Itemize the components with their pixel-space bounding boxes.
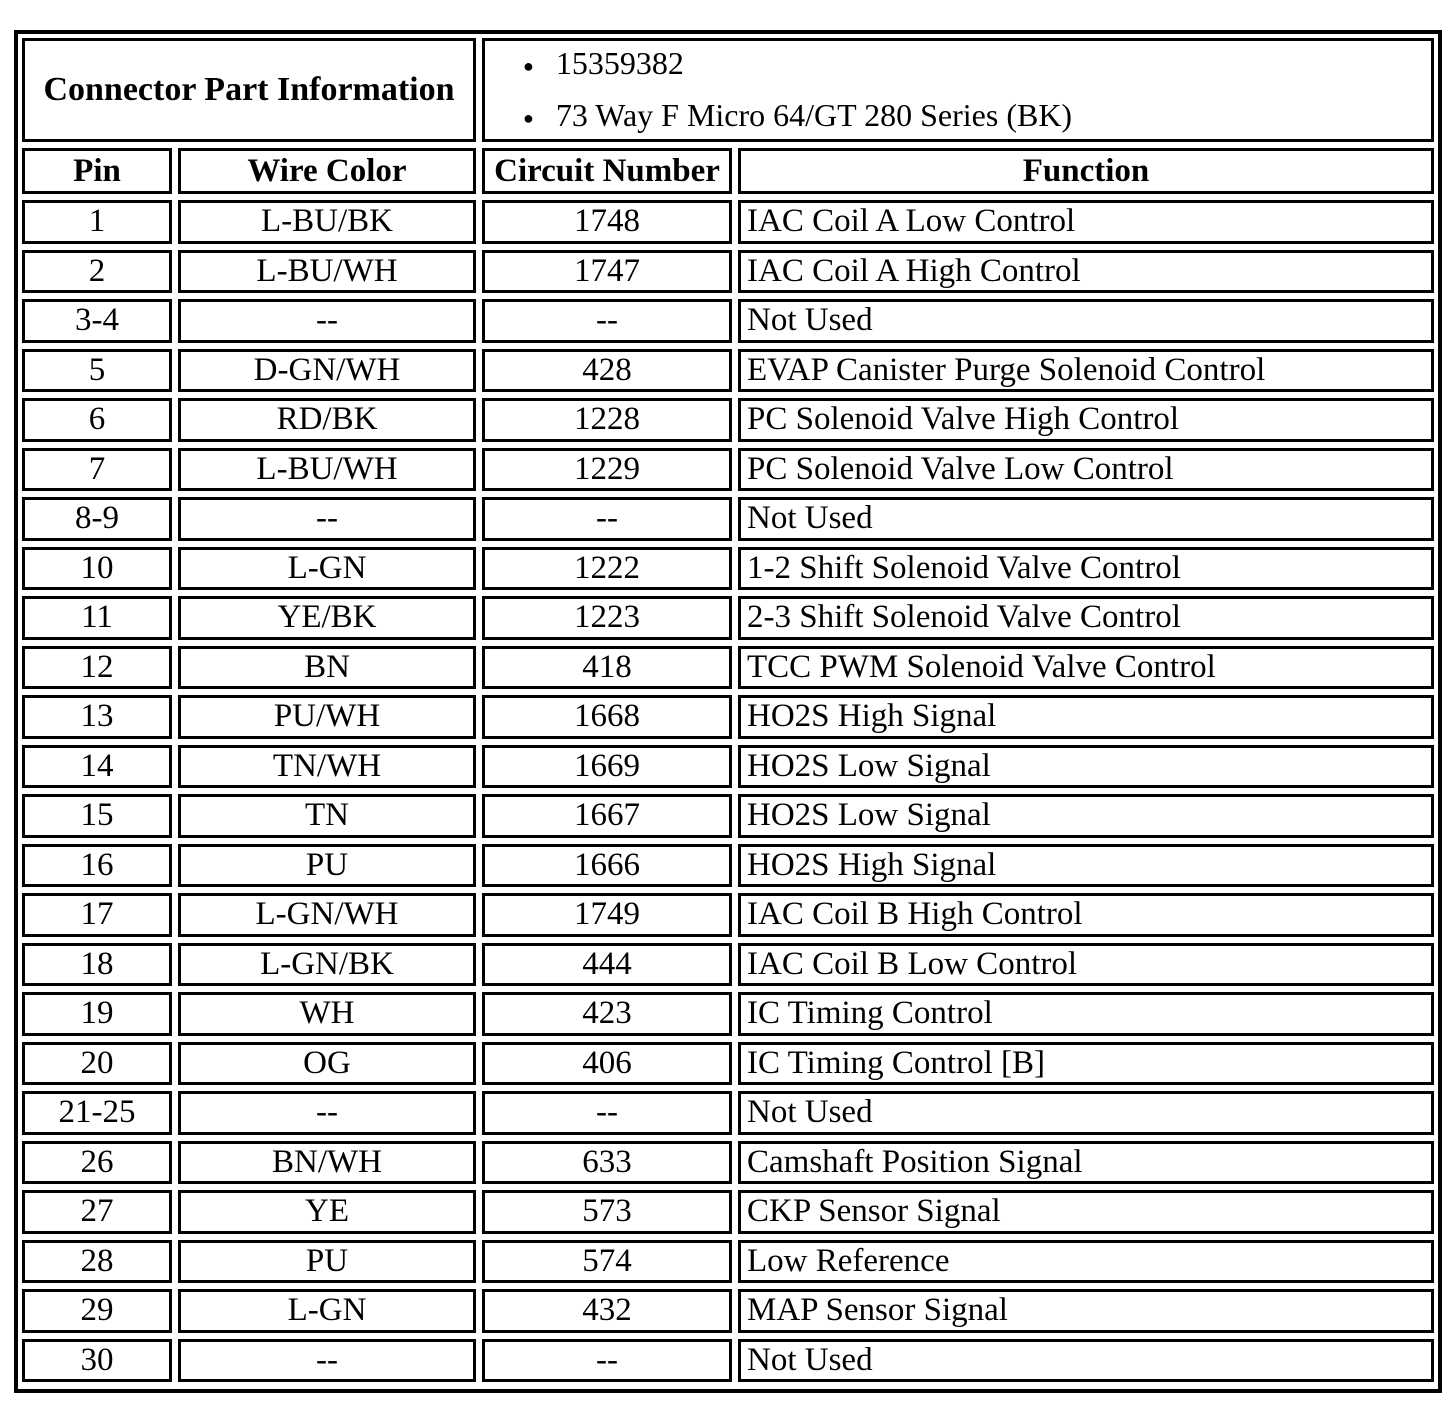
wire-color-cell: L-GN/WH — [178, 893, 476, 937]
function-cell: Low Reference — [738, 1240, 1434, 1284]
function-cell: MAP Sensor Signal — [738, 1289, 1434, 1333]
part-number-item — [523, 99, 1072, 133]
pin-cell: 13 — [22, 695, 172, 739]
pin-cell: 20 — [22, 1042, 172, 1086]
wire-color-cell: TN — [178, 794, 476, 838]
wire-color-cell: PU — [178, 1240, 476, 1284]
wire-color-cell: BN/WH — [178, 1141, 476, 1185]
wire-color-cell: BN — [178, 646, 476, 690]
circuit-number-cell: 1669 — [482, 745, 732, 789]
function-cell: PC Solenoid Valve High Control — [738, 398, 1434, 442]
pin-cell: 29 — [22, 1289, 172, 1333]
column-header-pin: Pin — [22, 148, 172, 194]
pin-cell: 14 — [22, 745, 172, 789]
wire-color-cell: YE — [178, 1190, 476, 1234]
pin-cell: 16 — [22, 844, 172, 888]
circuit-number-cell: 1749 — [482, 893, 732, 937]
bullet-icon: ● — [523, 56, 534, 77]
wire-color-cell: PU/WH — [178, 695, 476, 739]
function-cell: IAC Coil A High Control — [738, 250, 1434, 294]
circuit-number-cell: 1229 — [482, 448, 732, 492]
pin-cell: 12 — [22, 646, 172, 690]
wire-color-cell: D-GN/WH — [178, 349, 476, 393]
function-cell: CKP Sensor Signal — [738, 1190, 1434, 1234]
wire-color-cell: WH — [178, 992, 476, 1036]
pin-cell: 27 — [22, 1190, 172, 1234]
circuit-number-cell: 444 — [482, 943, 732, 987]
wire-color-cell: L-GN — [178, 1289, 476, 1333]
pin-cell: 5 — [22, 349, 172, 393]
pin-cell: 15 — [22, 794, 172, 838]
pin-cell: 26 — [22, 1141, 172, 1185]
pin-cell: 19 — [22, 992, 172, 1036]
circuit-number-cell: 573 — [482, 1190, 732, 1234]
connector-part-info-label: Connector Part Information — [22, 38, 476, 142]
circuit-number-cell: 432 — [482, 1289, 732, 1333]
function-cell: TCC PWM Solenoid Valve Control — [738, 646, 1434, 690]
wire-color-cell: PU — [178, 844, 476, 888]
wire-color-cell: L-BU/WH — [178, 448, 476, 492]
function-cell: HO2S Low Signal — [738, 794, 1434, 838]
wire-color-cell: L-BU/WH — [178, 250, 476, 294]
wire-color-cell: OG — [178, 1042, 476, 1086]
part-number-text: 15359382 — [555, 45, 684, 82]
circuit-number-cell: 423 — [482, 992, 732, 1036]
wire-color-cell: YE/BK — [178, 596, 476, 640]
wire-color-cell: -- — [178, 1091, 476, 1135]
circuit-number-cell: 428 — [482, 349, 732, 393]
pin-cell: 11 — [22, 596, 172, 640]
function-cell: Not Used — [738, 497, 1434, 541]
circuit-number-cell: 1668 — [482, 695, 732, 739]
pin-cell: 6 — [22, 398, 172, 442]
function-cell: Not Used — [738, 1339, 1434, 1383]
wire-color-cell: -- — [178, 299, 476, 343]
connector-series-text: 73 Way F Micro 64/GT 280 Series (BK) — [555, 97, 1073, 133]
function-cell: Not Used — [738, 1091, 1434, 1135]
circuit-number-cell: 574 — [482, 1240, 732, 1284]
wire-color-cell: -- — [178, 1339, 476, 1383]
circuit-number-cell: -- — [482, 1339, 732, 1383]
pin-cell: 28 — [22, 1240, 172, 1284]
circuit-number-cell: 406 — [482, 1042, 732, 1086]
bullet-icon: ● — [523, 107, 534, 128]
connector-part-numbers-cell — [482, 38, 1434, 142]
function-cell: HO2S High Signal — [738, 844, 1434, 888]
pinout-grid — [22, 38, 1434, 1385]
function-cell: EVAP Canister Purge Solenoid Control — [738, 349, 1434, 393]
function-cell: 2-3 Shift Solenoid Valve Control — [738, 596, 1434, 640]
function-cell: 1-2 Shift Solenoid Valve Control — [738, 547, 1434, 591]
circuit-number-cell: 1223 — [482, 596, 732, 640]
pin-cell: 30 — [22, 1339, 172, 1383]
function-cell: Camshaft Position Signal — [738, 1141, 1434, 1185]
circuit-number-cell: 1747 — [482, 250, 732, 294]
wire-color-cell: L-GN/BK — [178, 943, 476, 987]
function-cell: IC Timing Control [B] — [738, 1042, 1434, 1086]
circuit-number-cell: 633 — [482, 1141, 732, 1185]
circuit-number-cell: 1667 — [482, 794, 732, 838]
circuit-number-cell: 418 — [482, 646, 732, 690]
pin-cell: 1 — [22, 200, 172, 244]
function-cell: IAC Coil B High Control — [738, 893, 1434, 937]
circuit-number-cell: -- — [482, 299, 732, 343]
part-number-item — [523, 47, 684, 81]
column-header-function: Function — [738, 148, 1434, 194]
function-cell: HO2S Low Signal — [738, 745, 1434, 789]
wire-color-cell: RD/BK — [178, 398, 476, 442]
wire-color-cell: L-BU/BK — [178, 200, 476, 244]
circuit-number-cell: -- — [482, 497, 732, 541]
connector-pinout-table — [14, 30, 1442, 1393]
pin-cell: 7 — [22, 448, 172, 492]
pin-cell: 3-4 — [22, 299, 172, 343]
pin-cell: 2 — [22, 250, 172, 294]
pin-cell: 8-9 — [22, 497, 172, 541]
pin-cell: 17 — [22, 893, 172, 937]
pin-cell: 21-25 — [22, 1091, 172, 1135]
pin-cell: 18 — [22, 943, 172, 987]
column-header-wire-color: Wire Color — [178, 148, 476, 194]
function-cell: IAC Coil B Low Control — [738, 943, 1434, 987]
circuit-number-cell: 1666 — [482, 844, 732, 888]
wire-color-cell: -- — [178, 497, 476, 541]
circuit-number-cell: 1228 — [482, 398, 732, 442]
function-cell: IC Timing Control — [738, 992, 1434, 1036]
function-cell: Not Used — [738, 299, 1434, 343]
circuit-number-cell: 1748 — [482, 200, 732, 244]
circuit-number-cell: -- — [482, 1091, 732, 1135]
wire-color-cell: L-GN — [178, 547, 476, 591]
pin-cell: 10 — [22, 547, 172, 591]
function-cell: PC Solenoid Valve Low Control — [738, 448, 1434, 492]
function-cell: HO2S High Signal — [738, 695, 1434, 739]
column-header-circuit-number: Circuit Number — [482, 148, 732, 194]
function-cell: IAC Coil A Low Control — [738, 200, 1434, 244]
wire-color-cell: TN/WH — [178, 745, 476, 789]
circuit-number-cell: 1222 — [482, 547, 732, 591]
